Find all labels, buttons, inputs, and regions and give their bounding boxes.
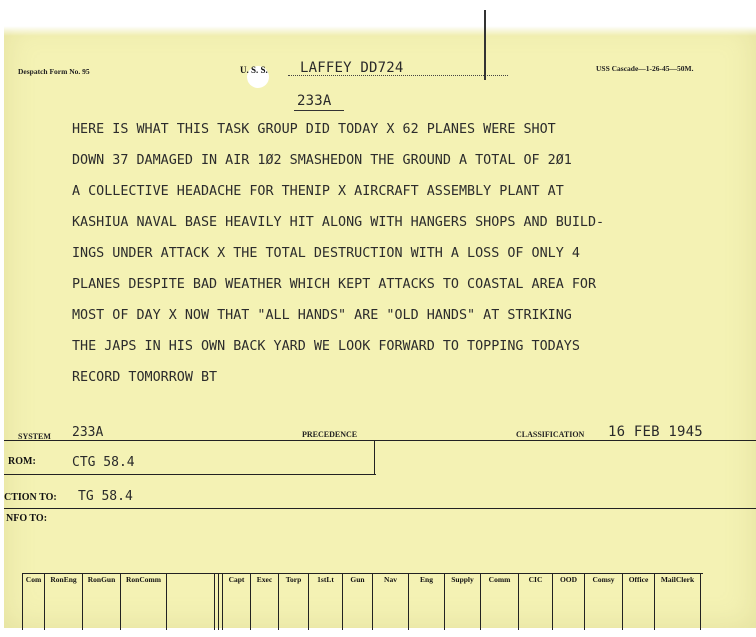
body-line-5: INGS UNDER ATTACK X THE TOTAL DESTRUCTION WITH A LOSS OF ONLY 4 (72, 246, 580, 261)
message-number-underline (294, 110, 344, 111)
system-label: SYSTEM (18, 432, 51, 441)
form-number: Despatch Form No. 95 (18, 67, 90, 76)
body-line-1: HERE IS WHAT THIS TASK GROUP DID TODAY X 62 PLANES WERE SHOT (72, 122, 556, 137)
routing-cell: Office (623, 574, 655, 630)
system-value: 233A (72, 425, 104, 440)
routing-cell: Com (23, 574, 45, 630)
rule-system (4, 440, 756, 441)
routing-cell: RonComm (121, 574, 167, 630)
routing-cell: Comm (481, 574, 519, 630)
routing-table (22, 573, 703, 630)
routing-cell (167, 574, 215, 630)
routing-cell: Exec (251, 574, 279, 630)
routing-cell: RonEng (45, 574, 83, 630)
body-line-3: A COLLECTIVE HEADACHE FOR THENIP X AIRCRAFT ASSEMBLY PLANT AT (72, 184, 564, 199)
from-box-divider (374, 440, 375, 474)
despatch-form (4, 22, 756, 628)
message-number: 233A (297, 93, 332, 109)
info-label: NFO TO: (6, 513, 48, 524)
body-line-8: THE JAPS IN HIS OWN BACK YARD WE LOOK FORWARD TO TOPPING TODAYS (72, 339, 580, 354)
rule-from (4, 474, 376, 475)
body-line-7: MOST OF DAY X NOW THAT "ALL HANDS" ARE "OLD HANDS" AT STRIKING (72, 308, 572, 323)
printer-mark: USS Cascade—1-26-45—50M. (596, 64, 694, 73)
ship-name-underline (288, 75, 508, 76)
routing-cell: Capt (223, 574, 251, 630)
torn-top-edge (4, 22, 756, 36)
body-line-9: RECORD TOMORROW BT (72, 370, 218, 385)
routing-cell: OOD (553, 574, 585, 630)
classification-date: 16 FEB 1945 (608, 424, 703, 440)
precedence-label: PRECEDENCE (302, 430, 358, 439)
routing-cell: Comsy (585, 574, 623, 630)
ship-name: LAFFEY DD724 (300, 60, 404, 76)
from-value: CTG 58.4 (72, 455, 135, 470)
routing-cell: RonGun (83, 574, 121, 630)
routing-cell: MailClerk (655, 574, 701, 630)
routing-cell: CIC (519, 574, 553, 630)
classification-label: CLASSIFICATION (516, 430, 585, 439)
routing-cell: Gun (343, 574, 373, 630)
routing-cell: Eng (409, 574, 445, 630)
routing-cell: 1stLt (309, 574, 343, 630)
from-label: ROM: (8, 456, 36, 467)
ship-prefix: U. S. S. (240, 65, 268, 75)
body-line-4: KASHIUA NAVAL BASE HEAVILY HIT ALONG WITH HANGERS SHOPS AND BUILD- (72, 215, 605, 230)
action-value: TG 58.4 (78, 489, 133, 504)
rule-action (4, 508, 756, 509)
fold-mark (484, 10, 486, 80)
routing-cell: Supply (445, 574, 481, 630)
body-line-6: PLANES DESPITE BAD WEATHER WHICH KEPT ATTACKS TO COASTAL AREA FOR (72, 277, 597, 292)
body-line-2: DOWN 37 DAMAGED IN AIR 1Ø2 SMASHEDON THE GROUND A TOTAL OF 2Ø1 (72, 153, 572, 168)
routing-cell: Torp (279, 574, 309, 630)
routing-cell: Nav (373, 574, 409, 630)
action-label: CTION TO: (4, 492, 57, 503)
